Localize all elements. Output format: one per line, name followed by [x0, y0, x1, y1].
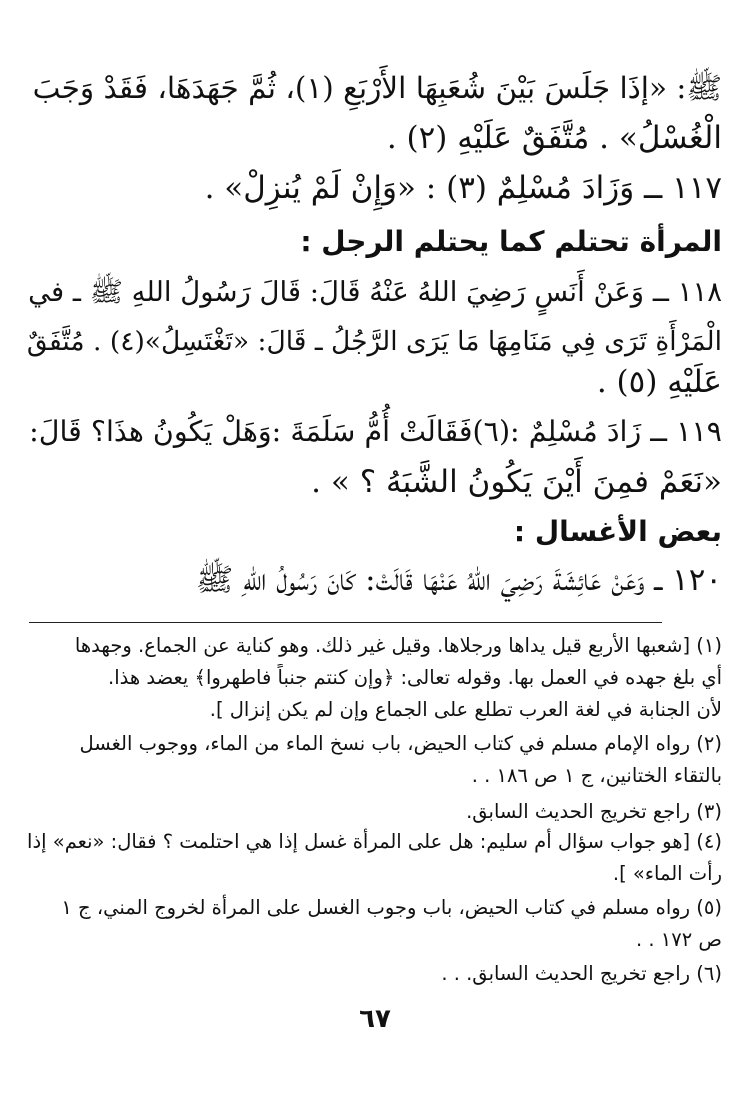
footnote-line: (١) [شعبها الأربع قيل يداها ورجلاها. وقيل غير ذلك. وهو كناية عن الجماع. وجهدها: [74, 634, 722, 657]
footnote-line: بالتقاء الختانين، ج ١ ص ١٨٦ . .: [471, 764, 722, 787]
footnote-line: (٣) راجع تخريج الحديث السابق.: [466, 800, 722, 823]
hadith-line: عَلَيْهِ (٥) .: [596, 364, 722, 400]
hadith-line: الْمَرْأَةِ تَرَى فِي مَنَامِهَا مَا يَرَى الرَّجُلُ ـ قَالَ: «تَغْتَسِلُ»(٤) . مُتَّفَقٌ: [26, 326, 722, 357]
page-number: ٦٧: [359, 1004, 391, 1034]
footnote-line: (٦) راجع تخريج الحديث السابق. . .: [441, 962, 722, 985]
hadith-line: ١١٨ ــ وَعَنْ أَنَسٍ رَضِيَ اللهُ عَنْهُ قَالَ: قَالَ رَسُولُ اللهِ ﷺ ـ في: [28, 276, 722, 308]
footnote-line: (٢) رواه الإمام مسلم في كتاب الحيض، باب نسخ الماء من الماء، ووجوب الغسل: [79, 732, 722, 755]
footnote-line: (٤) [هو جواب سؤال أم سليم: هل على المرأة غسل إذا هي احتلمت ؟ فقال: «نعم» إذا: [27, 830, 722, 853]
section-heading: بعض الأغسال :: [513, 515, 722, 548]
hadith-line: ١٢٠ ــ وَعَنْ عَائِشَةَ رَضِيَ اللهُ عَنْهَا قَالَتْ: كَانَ رَسُولُ اللهِ ﷺ: [195, 562, 722, 598]
hadith-line: ١١٩ ــ زَادَ مُسْلِمٌ :(٦)فَقَالَتْ أُمُّ سَلَمَةَ :وَهَلْ يَكُونُ هذَا؟ قَالَ:: [29, 415, 722, 448]
footnote-line: رأت الماء» ].: [612, 862, 722, 885]
footnote-line: لأن الجنابة في لغة العرب تطلع على الجماع وإن لم يكن إنزال ].: [209, 698, 722, 721]
footnote-separator: [29, 622, 662, 623]
footnote-line: ص ١٧٢ . .: [636, 928, 722, 951]
section-heading: المرأة تحتلم كما يحتلم الرجل :: [300, 225, 722, 258]
hadith-line: الْغُسْلُ» . مُتَّفَقٌ عَلَيْهِ (٢) .: [386, 120, 722, 156]
hadith-line: «نَعَمْ فمِنَ أَيْنَ يَكُونُ الشَّبَهُ ؟ » .: [311, 464, 722, 500]
footnote-line: (٥) رواه مسلم في كتاب الحيض، باب وجوب الغسل على المرأة لخروج المني، ج ١: [61, 896, 722, 919]
footnote-line: أي بلغ جهده في العمل بها. وقوله تعالى: ﴿وإن كنتم جنباً فاطهروا﴾ يعضد هذا.: [108, 666, 722, 689]
hadith-line: ١١٧ ــ وَزَادَ مُسْلِمٌ (٣) : «وَإِنْ لَمْ يُنزِلْ» .: [204, 170, 722, 206]
hadith-line: ﷺ: «إذَا جَلَسَ بَيْنَ شُعَبِهَا الأَرْبَعِ (١)، ثُمَّ جَهَدَهَا، فَقَدْ وَجَبَ: [32, 71, 722, 105]
